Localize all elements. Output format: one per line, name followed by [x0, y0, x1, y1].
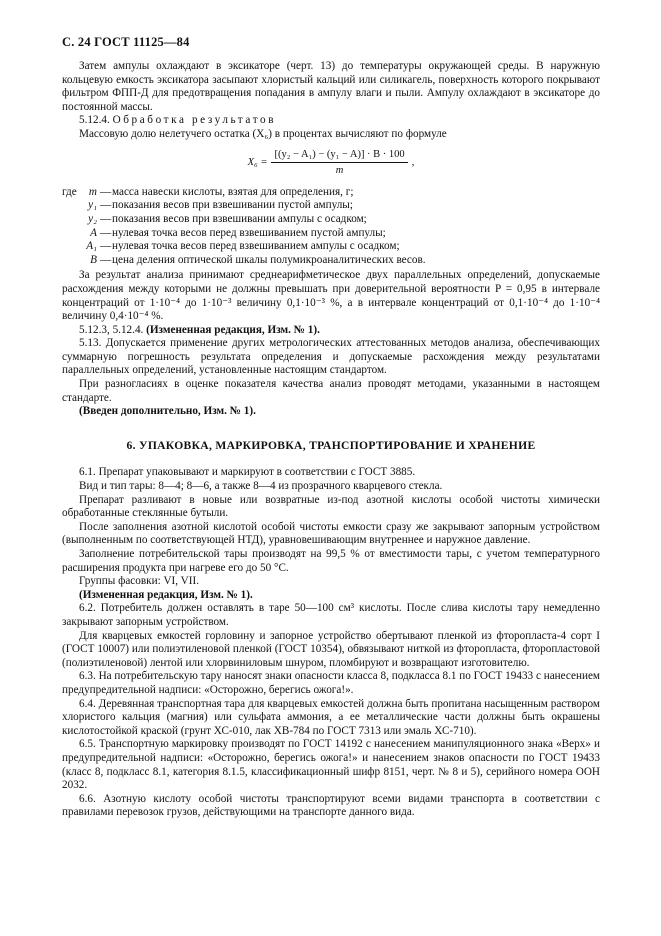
clause-6-4: 6.4. Деревянная транспортная тара для кварцевых емкостей должна быть пропитана насыщенным раствором хлористого кальция (магния) или сульфата аммония, а ее металлические части должны быть окрашены кислотостойкой краской (грунт ХС-010, лак ХВ-784 по ГОСТ 7313 или эмаль ХС-710). [62, 697, 600, 737]
definition-dash: — [100, 240, 112, 253]
amendment-ref: 5.12.3, 5.12.4. [79, 323, 144, 336]
formula-denominator: m [335, 165, 344, 177]
definition-row [62, 186, 600, 200]
paragraph-container-type: Вид и тип тары: 8—4; 8—6, а также 8—4 из прозрачного кварцевого стекла. [79, 480, 443, 493]
definition-text: показания весов при взвешивании ампулы с осадком; [112, 212, 367, 225]
definition-row [62, 213, 600, 227]
definition-symbol: y₂ [88, 212, 97, 225]
paragraph-disagreements: При разногласиях в оценке показателя качества анализ проводят методами, указанными в настоящем стандарте. [62, 378, 600, 404]
clause-text: Допускается применение других метрологических аттестованных методов анализа, обеспечивающих суммарную погрешность результата определения и допускаемые расхождения между результатами параллельных определений, установленные настоящим стандартом. [62, 337, 600, 377]
clause-number: 5.13. [79, 337, 102, 350]
definition-dash: — [100, 185, 112, 198]
paragraph-closure: После заполнения азотной кислотой особой чистоты емкости сразу же закрывают запорным устройством (выполненным по соответствующей НТД), уравновешивающим внутреннее и наружное давление. [62, 520, 600, 547]
amendment-note: (Измененная редакция, Изм. № 1). [146, 323, 320, 336]
definition-row [62, 254, 600, 268]
formula-lhs: X₆ = [247, 156, 268, 168]
definition-dash: — [100, 199, 112, 212]
definition-dash: — [100, 212, 112, 225]
formula-fraction [271, 148, 407, 178]
definition-row [62, 240, 600, 254]
definition-symbol: y₁ [88, 199, 97, 212]
formula-numerator: [(y₂ − A₁) − (y₁ − A)] · B · 100 [271, 148, 407, 164]
definition-text: показания весов при взвешивании пустой ампулы; [112, 199, 353, 212]
definition-text: нулевая точка весов перед взвешиванием ампулы с осадком; [112, 240, 400, 253]
definition-row [62, 227, 600, 241]
subsection-5-12-4 [62, 114, 600, 128]
variable-definitions [62, 186, 600, 268]
paragraph-ampoule-cooling: Затем ампулы охлаждают в эксикаторе (черт. 13) до температуры окружающей среды. В наружную кольцевую емкость эксикатора засыпают хлористый кальций или силикагель, поверхность которого покрывают фильтром ФПП-Д для предотвращения попадания в ампулу влаги и пыли. Ампулу охлаждают в эксикаторе до постоянной массы. [62, 60, 600, 113]
definition-symbol: m [88, 185, 97, 198]
definition-symbol: B [90, 253, 97, 266]
paragraph-amendment-5-12 [62, 324, 600, 338]
definition-row [62, 199, 600, 213]
definition-text: цена деления оптической шкалы полумикроаналитических весов. [112, 253, 426, 266]
amendment-note-6: (Измененная редакция, Изм. № 1). [79, 588, 253, 601]
paragraph-quartz-containers: Для кварцевых емкостей горловину и запорное устройство обертывают пленкой из фторопласта-4 сорт I (ГОСТ 10007) или полиэтиленовой пленкой (ГОСТ 10354), обвязывают ниткой из фторопласта, фторопластовой (полиэтиленовой) лентой или хлорвиниловым шнуром, пломбируют и возвращают изготовителю. [62, 629, 600, 669]
clause-6-2: 6.2. Потребитель должен оставлять в таре 50—100 см³ кислоты. После слива кислоты тару немедленно закрывают запорным устройством. [62, 602, 600, 628]
paragraph-filling: Заполнение потребительской тары производят на 99,5 % от вместимости тары, с учетом температурного расширения продукта при нагреве его до 50 °С. [62, 548, 600, 574]
definition-text: нулевая точка весов перед взвешиванием пустой ампулы; [112, 226, 386, 239]
paragraph-formula-intro: Массовую долю нелетучего остатка (X₆) в процентах вычисляют по формуле [79, 127, 447, 140]
clause-6-1: 6.1. Препарат упаковывают и маркируют в соответствии с ГОСТ 3885. [79, 466, 416, 479]
definition-dash: — [100, 226, 112, 239]
paragraph-bottling: Препарат разливают в новые или возвратные из-под азотной кислоты особой чистоты химически обработанные стеклянные бутыли. [62, 493, 600, 520]
amendment-introduced-note: (Введен дополнительно, Изм. № 1). [79, 405, 256, 418]
definition-prefix: где [62, 185, 77, 198]
page-header: С. 24 ГОСТ 11125—84 [62, 35, 190, 49]
formula-tail: , [411, 156, 415, 168]
clause-6-5: 6.5. Транспортную маркировку производят по ГОСТ 14192 с нанесением манипуляционного знака «Верх» и предупредительной надписи: «Осторожно, берегись ожога!» и нанесением знаков опасности по ГОСТ 19433 (класс 8, подкласс 8.1, категория 8.1.5, классификационный шифр 8151, черт. № 8 и 5), серийного номера ООН 2032. [62, 738, 600, 792]
definition-text: масса навески кислоты, взятая для определения, г; [112, 185, 354, 198]
clause-6-3: 6.3. На потребительскую тару наносят знаки опасности класса 8, подкласса 8.1 по ГОСТ 19433 с нанесением предупредительной надписи: «Осторожно, берегись ожога!». [62, 670, 600, 696]
section-title: 6. УПАКОВКА, МАРКИРОВКА, ТРАНСПОРТИРОВАНИЕ И ХРАНЕНИЕ [126, 438, 536, 452]
subsection-title: Обработка результатов [112, 114, 277, 127]
formula [62, 148, 600, 178]
definition-symbol: A [90, 226, 97, 239]
definition-dash: — [100, 253, 112, 266]
subsection-number: 5.12.4. [79, 114, 110, 127]
paragraph-5-13 [62, 337, 600, 378]
clause-6-6: 6.6. Азотную кислоту особой чистоты транспортируют всеми видами транспорта в соответствии с правилами перевозок грузов, действующими на транспорте данного вида. [62, 792, 600, 819]
paragraph-packing-groups: Группы фасовки: VI, VII. [79, 575, 199, 588]
paragraph-result-acceptance: За результат анализа принимают среднеарифметическое двух параллельных определений, допускаемые расхождения между которыми не должны превышать при доверительной вероятности P = 0,95 в интервале концентраций от 1·10⁻⁴ до 1·10⁻³ величину 0,1·10⁻³ %, а в интервале концентраций от 0,1·10⁻⁴ до 1·10⁻⁴ величину 0,4·10⁻⁴ %. [62, 269, 600, 323]
definition-symbol: A₁ [86, 240, 97, 253]
document-body [62, 60, 600, 820]
